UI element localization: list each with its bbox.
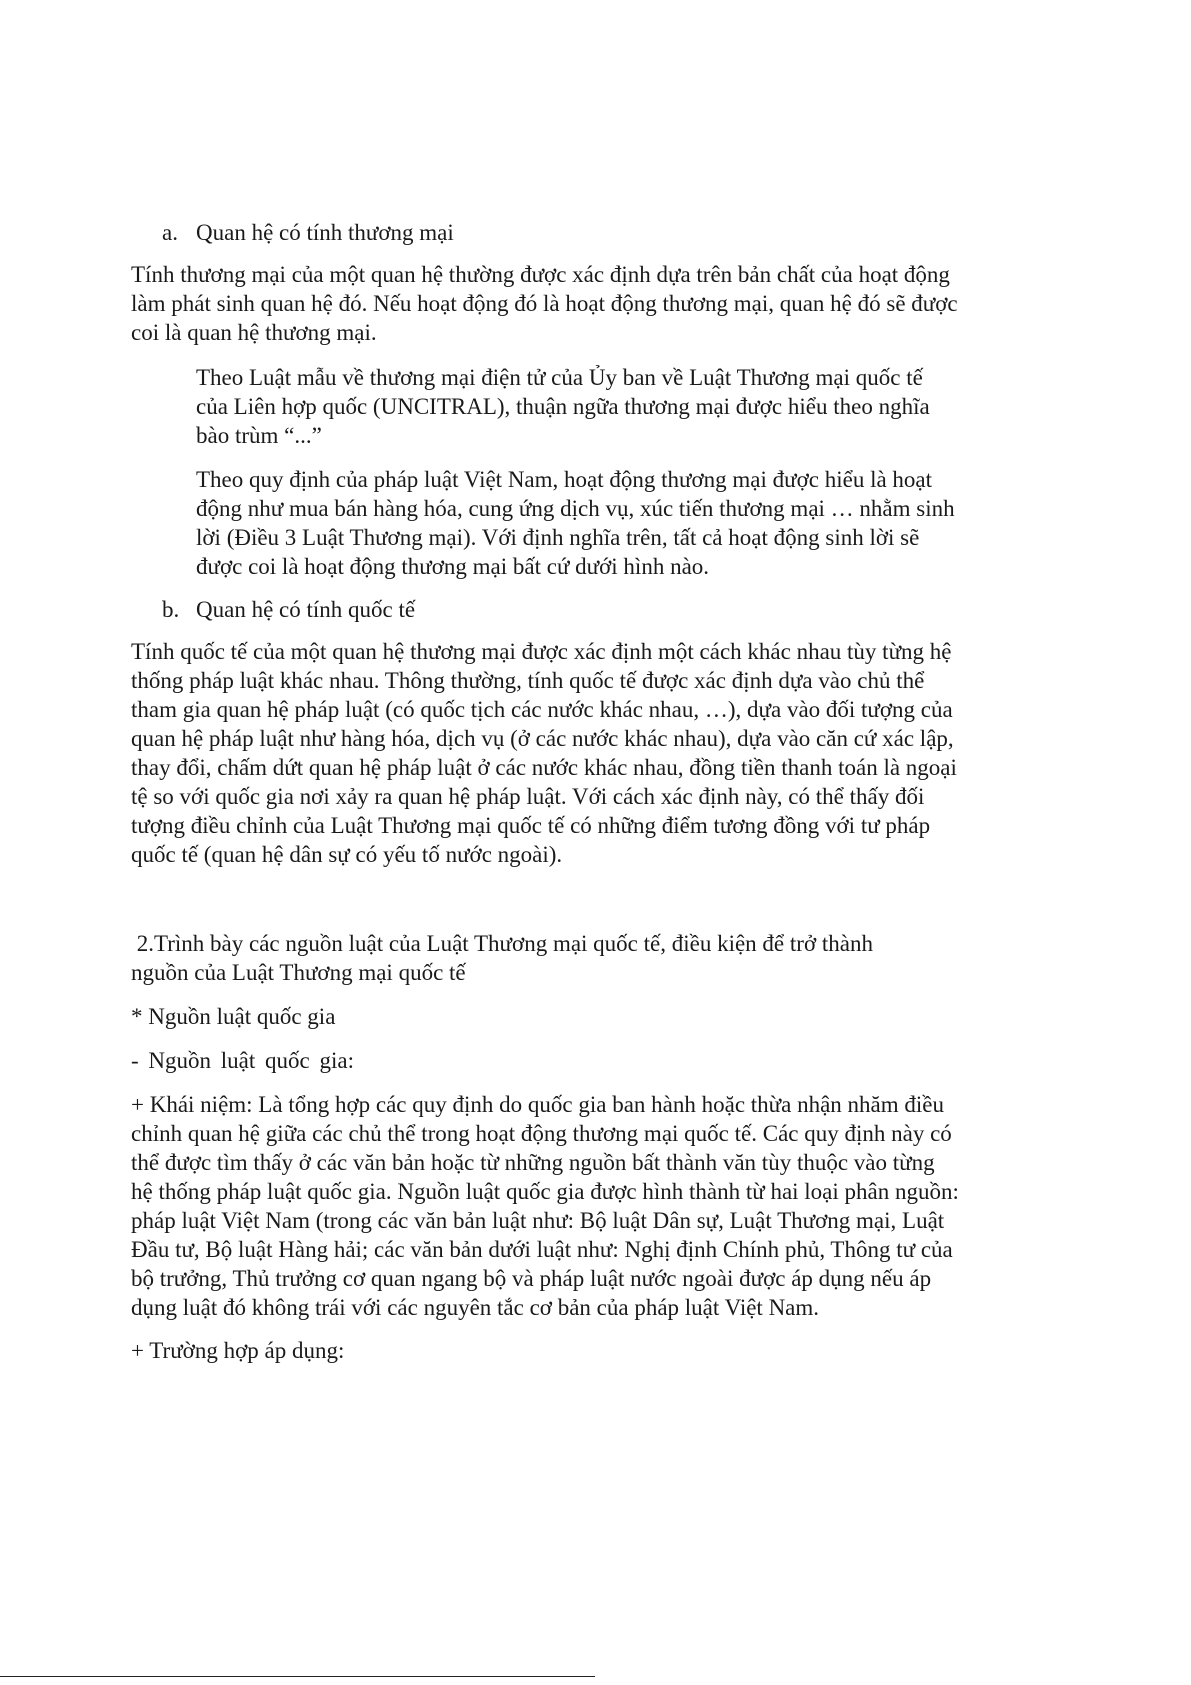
concept-para-line: thể được tìm thấy ở các văn bản hoặc từ những nguồn bất thành văn tùy thuộc vào từng xyxy=(131,1150,935,1175)
concept-para-line: bộ trưởng, Thủ trưởng cơ quan ngang bộ và pháp luật nước ngoài được áp dụng nếu áp xyxy=(131,1266,932,1291)
concept-para-line: hệ thống pháp luật quốc gia. Nguồn luật quốc gia được hình thành từ hai loại phân nguồn: xyxy=(131,1179,959,1204)
section-a-para-line: Tính thương mại của một quan hệ thường được xác định dựa trên bản chất của hoạt động xyxy=(131,262,950,287)
bullet-line: động như mua bán hàng hóa, cung ứng dịch vụ, xúc tiến thương mại … nhằm sinh xyxy=(196,496,955,521)
application-cases-heading: + Trường hợp áp dụng: xyxy=(131,1338,345,1363)
section-b-para-line: Tính quốc tế của một quan hệ thương mại được xác định một cách khác nhau tùy từng hệ xyxy=(131,639,952,664)
section-a-para-line: coi là quan hệ thương mại. xyxy=(131,320,377,345)
concept-para-line: pháp luật Việt Nam (trong các văn bản luật như: Bộ luật Dân sự, Luật Thương mại, Luật xyxy=(131,1208,945,1233)
section-b-heading: Quan hệ có tính quốc tế xyxy=(196,597,416,622)
bullet-line: lời (Điều 3 Luật Thương mại). Với định nghĩa trên, tất cả hoạt động sinh lời sẽ xyxy=(196,525,920,550)
bullet-line: của Liên hợp quốc (UNCITRAL), thuận ngữa thương mại được hiểu theo nghĩa xyxy=(196,394,930,419)
section-b-para-line: quan hệ pháp luật như hàng hóa, dịch vụ (ở các nước khác nhau), dựa vào căn cứ xác lập, xyxy=(131,726,954,751)
section-b-para-line: tệ so với quốc gia nơi xảy ra quan hệ pháp luật. Với cách xác định này, có thể thấy đối xyxy=(131,784,925,809)
section-b-para-line: quốc tế (quan hệ dân sự có yếu tố nước ngoài). xyxy=(131,842,563,867)
section-b-para-line: thống pháp luật khác nhau. Thông thường, tính quốc tế được xác định dựa vào chủ thể xyxy=(131,668,925,693)
concept-para-line: Đầu tư, Bộ luật Hàng hải; các văn bản dưới luật như: Nghị định Chính phủ, Thông tư của xyxy=(131,1237,953,1262)
bullet-line: Theo quy định của pháp luật Việt Nam, hoạt động thương mại được hiểu là hoạt xyxy=(196,467,933,492)
section-a-marker: a. xyxy=(162,220,178,245)
section-b-para-line: thay đổi, chấm dứt quan hệ pháp luật ở các nước khác nhau, đồng tiền thanh toán là ngoại xyxy=(131,755,957,780)
section-b-marker: b. xyxy=(162,597,180,622)
section-b-para-line: tượng điều chỉnh của Luật Thương mại quốc tế có những điểm tương đồng với tư pháp xyxy=(131,813,931,838)
footer-divider xyxy=(0,1676,595,1677)
question-2-heading-line: nguồn của Luật Thương mại quốc tế xyxy=(131,960,466,985)
bullet-line: được coi là hoạt động thương mại bất cứ dưới hình nào. xyxy=(196,554,710,579)
section-b-para-line: tham gia quan hệ pháp luật (có quốc tịch các nước khác nhau, …), dựa vào đối tượng của xyxy=(131,697,953,722)
section-a-heading: Quan hệ có tính thương mại xyxy=(196,220,454,245)
national-law-source-heading: * Nguồn luật quốc gia xyxy=(131,1004,336,1029)
concept-para-line: chỉnh quan hệ giữa các chủ thể trong hoạt động thương mại quốc tế. Các quy định này có xyxy=(131,1121,952,1146)
national-law-source-subheading: - Nguồn luật quốc gia: xyxy=(131,1048,354,1073)
bullet-line: Theo Luật mẫu về thương mại điện tử của Ủy ban về Luật Thương mại quốc tế xyxy=(196,365,923,390)
section-a-para-line: làm phát sinh quan hệ đó. Nếu hoạt động đó là hoạt động thương mại, quan hệ đó sẽ được xyxy=(131,291,958,316)
concept-para-line: dụng luật đó không trái với các nguyên tắc cơ bản của pháp luật Việt Nam. xyxy=(131,1295,820,1320)
bullet-line: bào trùm “...” xyxy=(196,423,322,448)
concept-para-line: + Khái niệm: Là tổng hợp các quy định do quốc gia ban hành hoặc thừa nhận nhăm điều xyxy=(131,1092,944,1117)
question-2-heading-line: 2.Trình bày các nguồn luật của Luật Thương mại quốc tế, điều kiện để trở thành xyxy=(131,931,873,956)
